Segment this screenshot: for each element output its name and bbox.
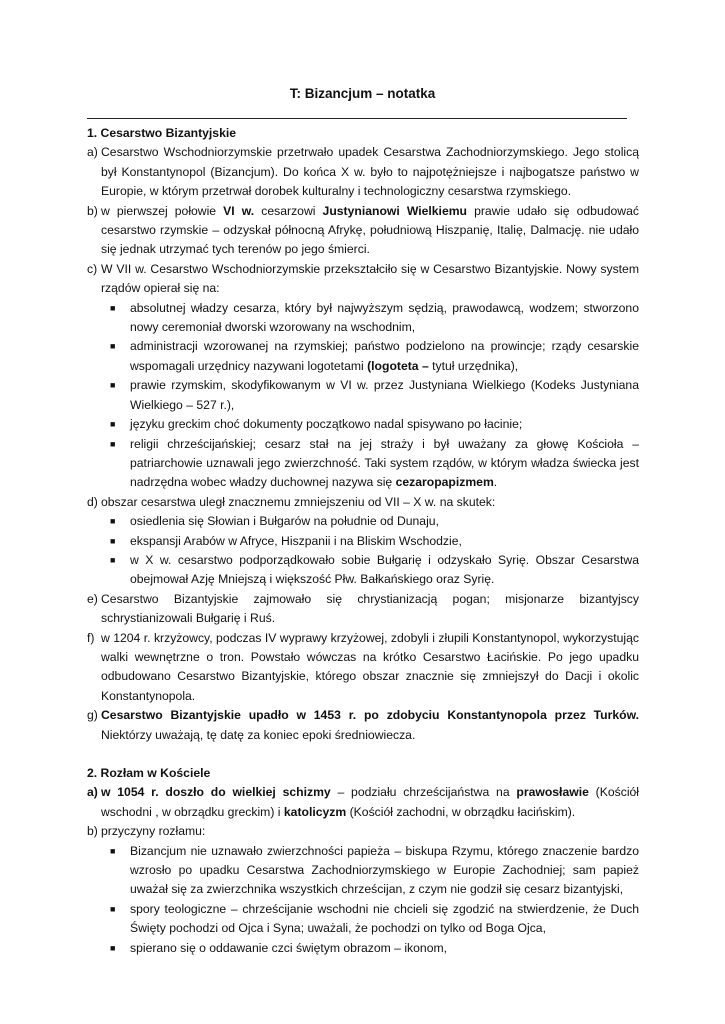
s1-d-bullet-1 bbox=[87, 512, 639, 531]
title-underline bbox=[87, 118, 627, 119]
s1-item-a bbox=[87, 143, 639, 201]
item-text: Niektórzy uważają, tę datę za koniec epoki średniowiecza. bbox=[101, 727, 416, 742]
item-text: Cesarstwo Bizantyjskie zajmowało się chrystianizacją pogan; misjonarze bizantyjscy schrystianizowali Bułgarię i Ruś. bbox=[101, 591, 639, 626]
bold-text: Cesarstwo Bizantyjskie upadło w 1453 r. po zdobyciu Konstantynopola przez Turków. bbox=[101, 708, 639, 723]
page-title: T: Bizancjum – notatka bbox=[289, 86, 436, 101]
item-marker: f) bbox=[87, 630, 95, 645]
item-text: cesarzowi bbox=[254, 203, 323, 218]
s1-d-bullet-2 bbox=[87, 532, 639, 551]
square-bullet-icon: ■ bbox=[110, 341, 116, 352]
item-marker: e) bbox=[87, 591, 98, 606]
bold-text: katolicyzm bbox=[283, 804, 347, 819]
item-marker: g) bbox=[87, 708, 98, 723]
s2-b-bullet-1 bbox=[87, 842, 639, 900]
bullet-text: Bizancjum nie uznawało zwierzchności papieża – biskupa Rzymu, którego znaczenie bardzo wzrosło po upadku Cesarstwa Zachodniorzymskiego w Europie Zachodniej; sam papież uważał się za zwierzchnika wszystkich chrześcijan, z czym nie godził się cesarz bizantyjski, bbox=[130, 843, 639, 897]
square-bullet-icon: ■ bbox=[110, 845, 116, 856]
s2-b-bullet-2 bbox=[87, 900, 639, 939]
s1-c-bullet-3 bbox=[87, 376, 639, 415]
item-marker: d) bbox=[87, 494, 98, 509]
item-text: – podziału chrześcijaństwa na bbox=[330, 785, 517, 800]
bullet-text: administracji wzorowanej na rzymskiej; państwo podzielono na prowincje; rządy cesarskie wspomagali urzędnicy nazywani logotetami bbox=[130, 339, 639, 373]
item-marker: c) bbox=[87, 261, 98, 276]
bullet-text: języku greckim choć dokumenty początkowo nadal spisywano po łacinie; bbox=[130, 417, 523, 432]
s2-item-b bbox=[87, 822, 639, 841]
bold-text: prawosławie bbox=[516, 785, 589, 800]
s1-item-b bbox=[87, 202, 639, 260]
bullet-text: w X w. cesarstwo podporządkowało sobie Bułgarię i odzyskało Syrię. Obszar Cesarstwa obejmował Azję Mniejszą i większość Płw. Bałkańskiego oraz Syrię. bbox=[130, 552, 639, 587]
section-2-heading: 2. Rozłam w Kościele bbox=[87, 766, 211, 780]
bold-text: (logoteta – bbox=[367, 358, 429, 373]
s1-item-c bbox=[87, 260, 639, 299]
item-text: przyczyny rozłamu: bbox=[101, 824, 206, 839]
bullet-text: religii chrześcijańskiej; cesarz stał na jej straży i był uważany za głowę Kościoła – patriarchowie uznawali jego zwierzchność. Taki system rządów, w którym władza świecka jest nadrzędna wobec władzy duchownej nazywa się bbox=[130, 436, 639, 490]
s1-c-bullet-1 bbox=[87, 299, 639, 338]
s1-item-g bbox=[87, 706, 639, 745]
square-bullet-icon: ■ bbox=[110, 380, 116, 391]
bullet-text: absolutnej władzy cesarza, który był najwyższym sędzią, prawodawcą, wodzem; stworzono nowy ceremoniał dworski wzorowany na wschodnim, bbox=[130, 300, 639, 335]
s1-item-e bbox=[87, 590, 639, 629]
s1-item-d bbox=[87, 493, 639, 512]
item-text: Cesarstwo Wschodniorzymskie przetrwało upadek Cesarstwa Zachodniorzymskiego. Jego stolicą był Konstantynopol (Bizancjum). Do końca X w. było to najpotężniejsze i najbogatsze państwo w Europie, w którym przetrwał dorobek kulturalny i technologiczny cesarstwa rzymskiego. bbox=[101, 145, 639, 199]
item-text: w pierwszej połowie bbox=[101, 203, 224, 218]
bullet-text: tytuł urzędnika), bbox=[428, 358, 519, 373]
square-bullet-icon: ■ bbox=[110, 419, 116, 430]
bold-text: w 1054 r. doszło do wielkiej schizmy bbox=[101, 785, 331, 800]
item-text: (Kościół wschodni , w obrządku greckim) i bbox=[101, 785, 640, 819]
bullet-text: . bbox=[493, 475, 498, 490]
square-bullet-icon: ■ bbox=[110, 535, 116, 546]
bullet-text: ekspansji Arabów w Afryce, Hiszpanii i na Bliskim Wschodzie, bbox=[130, 533, 462, 548]
item-marker: b) bbox=[87, 203, 98, 218]
bold-text: VI w. bbox=[223, 203, 255, 218]
square-bullet-icon: ■ bbox=[110, 942, 116, 953]
s2-item-a bbox=[87, 783, 639, 822]
bullet-text: spory teologiczne – chrześcijanie wschodni nie chcieli się zgodzić na stwierdzenie, że Duch Święty pochodzi od Ojca i Syna; uważali, że pochodzi on tylko od Boga Ojca, bbox=[130, 901, 639, 936]
item-marker: a) bbox=[87, 785, 98, 800]
s1-item-f bbox=[87, 629, 639, 707]
item-text: (Kościół zachodni, w obrządku łacińskim). bbox=[346, 804, 576, 819]
s1-c-bullet-2 bbox=[87, 337, 639, 376]
bullet-text: spierano się o oddawanie czci świętym obrazom – ikonom, bbox=[130, 940, 448, 955]
square-bullet-icon: ■ bbox=[110, 554, 116, 565]
item-text: prawie udało się odbudować cesarstwo rzymskie – odzyskał północną Afrykę, południową Hiszpanię, Italię, Dalmację. nie udało się jednak utrzymać tych terenów po jego śmierci. bbox=[101, 203, 639, 257]
document-body bbox=[87, 124, 639, 958]
bullet-text: osiedlenia się Słowian i Bułgarów na południe od Dunaju, bbox=[130, 514, 439, 529]
item-marker: b) bbox=[87, 824, 98, 839]
square-bullet-icon: ■ bbox=[110, 302, 116, 313]
item-marker: a) bbox=[87, 145, 98, 160]
item-text: w 1204 r. krzyżowcy, podczas IV wyprawy krzyżowej, zdobyli i złupili Konstantynopol, wykorzystując walki wewnętrzne o tron. Powstało wówczas na krótko Cesarstwo Łacińskie. Po jego upadku odbudowano Cesarstwo Bizantyjskie, którego obszar znacznie się zmniejszył do Dacji i okolic Konstantynopola. bbox=[101, 630, 639, 703]
bullet-text: prawie rzymskim, skodyfikowanym w VI w. przez Justyniana Wielkiego (Kodeks Justyniana Wielkiego – 527 r.), bbox=[130, 378, 639, 412]
s1-d-bullet-3 bbox=[87, 551, 639, 590]
bold-text: Justynianowi Wielkiemu bbox=[322, 203, 467, 218]
square-bullet-icon: ■ bbox=[110, 438, 116, 449]
bold-text: cezaropapizmem bbox=[395, 475, 494, 490]
s1-c-bullet-4 bbox=[87, 415, 639, 434]
s2-b-bullet-3 bbox=[87, 939, 639, 958]
item-text: W VII w. Cesarstwo Wschodniorzymskie przekształciło się w Cesarstwo Bizantyjskie. Nowy system rządów opierał się na: bbox=[101, 261, 639, 296]
s1-c-bullet-5 bbox=[87, 435, 639, 493]
square-bullet-icon: ■ bbox=[110, 516, 116, 527]
square-bullet-icon: ■ bbox=[110, 903, 116, 914]
section-spacer bbox=[87, 745, 639, 764]
section-1-heading: 1. Cesarstwo Bizantyjskie bbox=[87, 126, 237, 140]
item-text: obszar cesarstwa uległ znacznemu zmniejszeniu od VII – X w. na skutek: bbox=[101, 494, 496, 509]
